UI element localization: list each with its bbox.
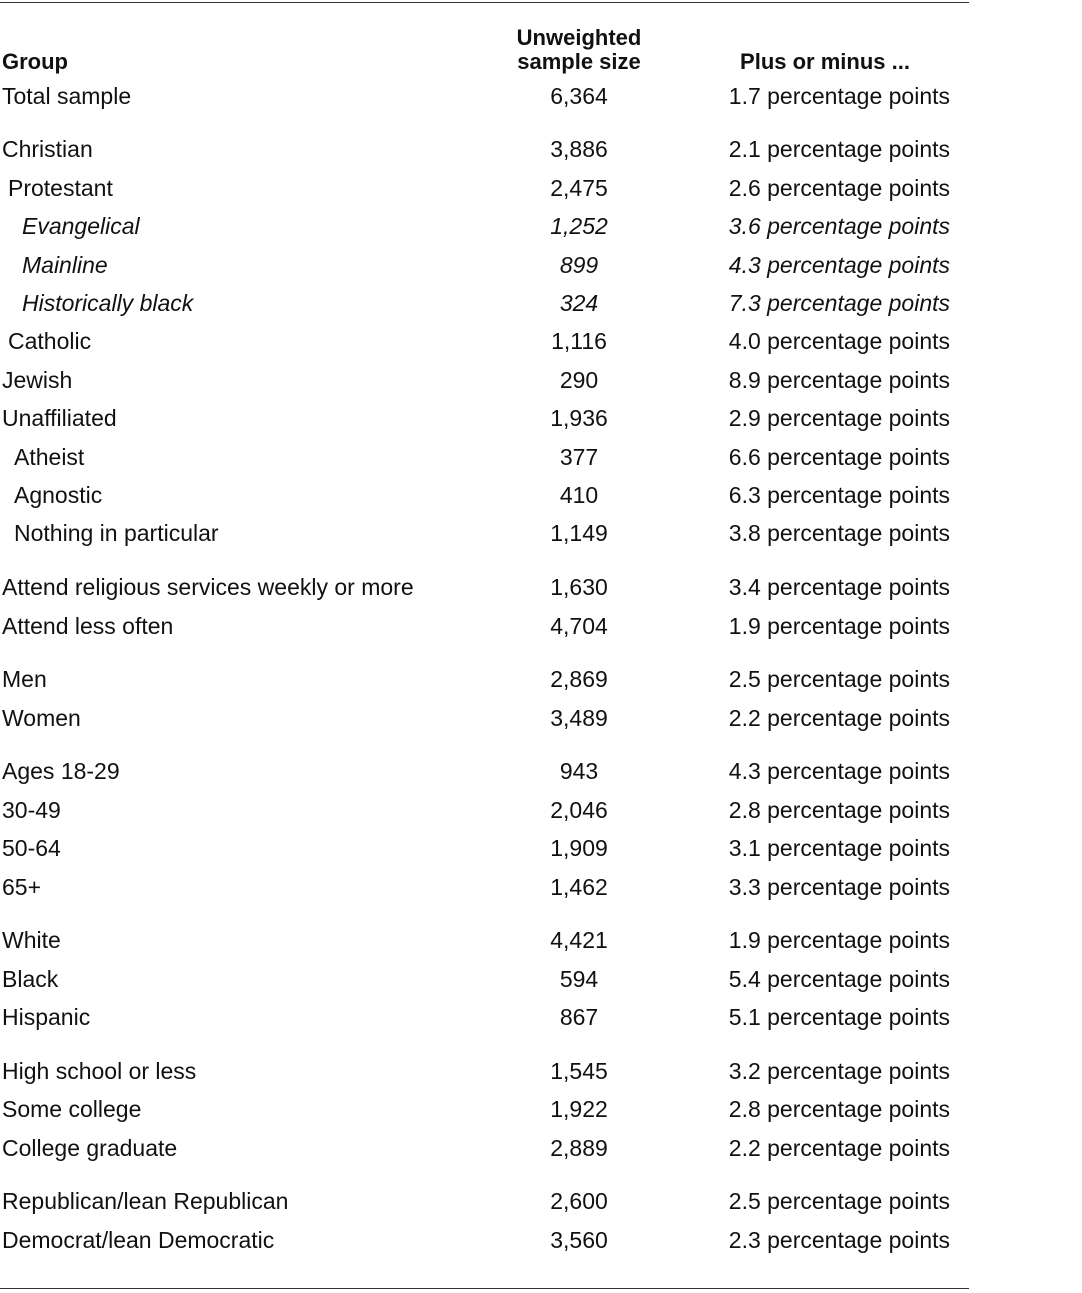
row-sample-size: 2,600 xyxy=(550,1188,608,1214)
row-sample-size: 1,922 xyxy=(550,1096,608,1122)
row-group: Democrat/lean Democratic xyxy=(2,1227,275,1253)
row-sample-size: 377 xyxy=(559,444,599,470)
row-group: 30-49 xyxy=(2,797,61,823)
header-sample-size-line2: sample size xyxy=(517,49,641,74)
table-row xyxy=(0,833,969,863)
bottom-rule xyxy=(0,1288,969,1289)
row-sample-size: 2,889 xyxy=(550,1135,608,1161)
row-margin-of-error: 4.3 percentage points xyxy=(728,252,950,278)
row-sample-size: 1,630 xyxy=(550,574,608,600)
row-group: 65+ xyxy=(2,874,42,900)
row-group: Total sample xyxy=(2,83,132,109)
table-row xyxy=(0,442,969,472)
row-sample-size: 410 xyxy=(559,482,599,508)
table-row xyxy=(0,925,969,955)
row-group: 50-64 xyxy=(2,835,61,861)
row-group: Atheist xyxy=(14,444,85,470)
row-group: Some college xyxy=(2,1096,142,1122)
row-margin-of-error: 2.5 percentage points xyxy=(728,1188,950,1214)
row-group: Hispanic xyxy=(2,1004,91,1030)
row-margin-of-error: 3.3 percentage points xyxy=(728,874,950,900)
row-group: Agnostic xyxy=(14,482,103,508)
row-group: Historically black xyxy=(22,290,194,316)
table-row xyxy=(0,964,969,994)
row-sample-size: 594 xyxy=(559,966,599,992)
row-margin-of-error: 8.9 percentage points xyxy=(728,367,950,393)
row-group: Attend religious services weekly or more xyxy=(2,574,414,600)
row-margin-of-error: 2.1 percentage points xyxy=(728,136,950,162)
row-sample-size: 1,936 xyxy=(550,405,608,431)
row-margin-of-error: 3.1 percentage points xyxy=(728,835,950,861)
row-margin-of-error: 1.9 percentage points xyxy=(728,927,950,953)
row-group: Christian xyxy=(2,136,93,162)
table-row xyxy=(0,611,969,641)
table-row xyxy=(0,211,969,241)
row-margin-of-error: 5.4 percentage points xyxy=(728,966,950,992)
row-sample-size: 1,462 xyxy=(550,874,608,900)
row-sample-size: 1,545 xyxy=(550,1058,608,1084)
row-sample-size: 4,704 xyxy=(550,613,608,639)
row-group: Mainline xyxy=(22,252,108,278)
row-group: College graduate xyxy=(2,1135,178,1161)
table-row xyxy=(0,365,969,395)
row-sample-size: 1,909 xyxy=(550,835,608,861)
table-row xyxy=(0,81,969,111)
row-sample-size: 2,869 xyxy=(550,666,608,692)
header-group: Group xyxy=(2,49,68,74)
table-row xyxy=(0,480,969,510)
table-row xyxy=(0,795,969,825)
row-margin-of-error: 5.1 percentage points xyxy=(728,1004,950,1030)
row-sample-size: 2,475 xyxy=(550,175,608,201)
row-sample-size: 1,252 xyxy=(550,213,608,239)
row-group: Republican/lean Republican xyxy=(2,1188,289,1214)
table-row xyxy=(0,756,969,786)
row-margin-of-error: 2.2 percentage points xyxy=(728,705,950,731)
row-sample-size: 1,149 xyxy=(550,520,608,546)
table-row xyxy=(0,518,969,548)
table-row xyxy=(0,1056,969,1086)
table-row xyxy=(0,1002,969,1032)
row-margin-of-error: 1.7 percentage points xyxy=(728,83,950,109)
row-margin-of-error: 3.6 percentage points xyxy=(728,213,950,239)
table-row xyxy=(0,250,969,280)
table-row xyxy=(0,1133,969,1163)
table-row xyxy=(0,703,969,733)
row-margin-of-error: 4.3 percentage points xyxy=(728,758,950,784)
row-group: Evangelical xyxy=(22,213,140,239)
row-group: White xyxy=(2,927,61,953)
table-row xyxy=(0,872,969,902)
row-group: Protestant xyxy=(8,175,113,201)
row-group: Unaffiliated xyxy=(2,405,117,431)
row-margin-of-error: 2.8 percentage points xyxy=(728,1096,950,1122)
table-row xyxy=(0,664,969,694)
row-sample-size: 4,421 xyxy=(550,927,608,953)
row-sample-size: 3,560 xyxy=(550,1227,608,1253)
top-rule xyxy=(0,2,969,3)
row-group: Women xyxy=(2,705,81,731)
row-sample-size: 943 xyxy=(559,758,599,784)
row-margin-of-error: 1.9 percentage points xyxy=(728,613,950,639)
table-row xyxy=(0,326,969,356)
row-group: Black xyxy=(2,966,59,992)
row-margin-of-error: 2.6 percentage points xyxy=(728,175,950,201)
row-group: Catholic xyxy=(8,328,92,354)
row-sample-size: 6,364 xyxy=(550,83,608,109)
row-margin-of-error: 6.6 percentage points xyxy=(728,444,950,470)
table-row xyxy=(0,134,969,164)
row-group: High school or less xyxy=(2,1058,197,1084)
row-margin-of-error: 6.3 percentage points xyxy=(728,482,950,508)
table-row xyxy=(0,572,969,602)
row-group: Nothing in particular xyxy=(14,520,219,546)
table-row xyxy=(0,403,969,433)
row-margin-of-error: 2.9 percentage points xyxy=(728,405,950,431)
row-sample-size: 2,046 xyxy=(550,797,608,823)
row-sample-size: 324 xyxy=(559,290,599,316)
row-margin-of-error: 3.4 percentage points xyxy=(728,574,950,600)
table-row xyxy=(0,1094,969,1124)
row-margin-of-error: 7.3 percentage points xyxy=(728,290,950,316)
table-row xyxy=(0,1225,969,1255)
table-row xyxy=(0,288,969,318)
row-group: Ages 18-29 xyxy=(2,758,120,784)
row-margin-of-error: 2.2 percentage points xyxy=(728,1135,950,1161)
row-sample-size: 3,489 xyxy=(550,705,608,731)
table-row xyxy=(0,1186,969,1216)
header-margin-of-error: Plus or minus ... xyxy=(740,49,910,74)
row-margin-of-error: 2.5 percentage points xyxy=(728,666,950,692)
row-group: Men xyxy=(2,666,47,692)
row-sample-size: 290 xyxy=(559,367,599,393)
row-sample-size: 867 xyxy=(559,1004,599,1030)
row-margin-of-error: 3.2 percentage points xyxy=(728,1058,950,1084)
row-sample-size: 899 xyxy=(559,252,599,278)
header-sample-size-line1: Unweighted xyxy=(516,25,642,50)
table-row xyxy=(0,173,969,203)
row-sample-size: 3,886 xyxy=(550,136,608,162)
header-sample-size xyxy=(479,26,679,74)
row-margin-of-error: 2.3 percentage points xyxy=(728,1227,950,1253)
row-margin-of-error: 3.8 percentage points xyxy=(728,520,950,546)
row-margin-of-error: 4.0 percentage points xyxy=(728,328,950,354)
row-group: Jewish xyxy=(2,367,73,393)
row-margin-of-error: 2.8 percentage points xyxy=(728,797,950,823)
row-sample-size: 1,116 xyxy=(551,328,607,354)
row-group: Attend less often xyxy=(2,613,174,639)
